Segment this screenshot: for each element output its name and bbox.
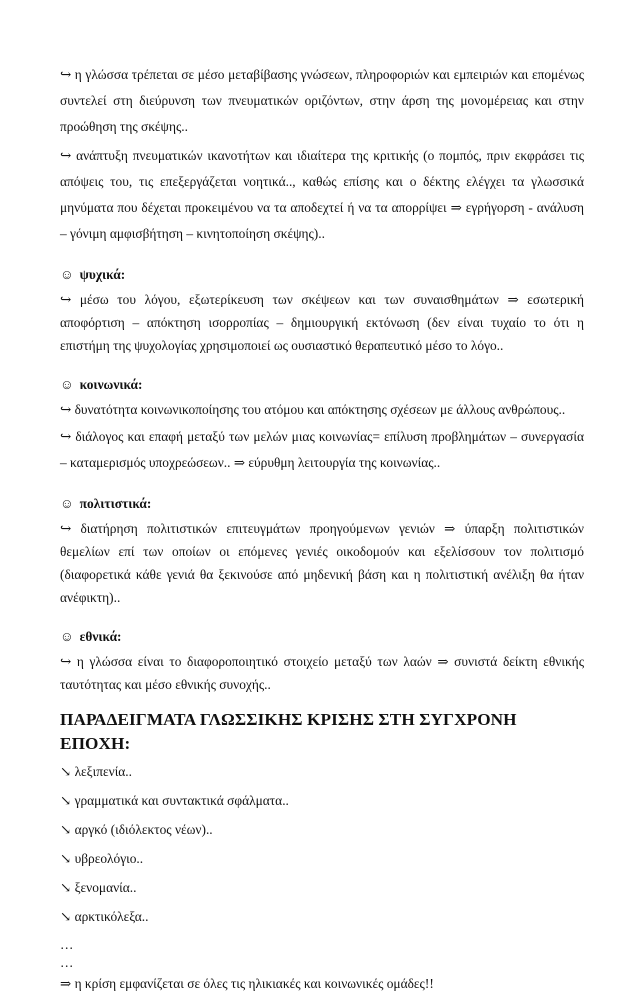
paragraph-mental-abilities: ↪ ανάπτυξη πνευματικών ικανοτήτων και ιδιαίτερα της κριτικής (ο πομπός, πριν εκφράσει τις απόψεις του, τις επεξεργάζεται νοητικά.., καθώς επίσης και ο δέκτης ελέγχει τα γλωσσικά μηνύματα που δέχεται προκειμένου να τα αποδεχτεί ή να τα απορρίψει ⇒ εγρήγορση - ανάλυση – γόνιμη αμφισβήτηση – κινητοποίηση σκέψης).. [60,148,584,241]
section-heading-label: εθνικά: [79,629,122,644]
paragraph-dialogue: ↪ διάλογος και επαφή μεταξύ των μελών μιας κοινωνίας= επίλυση προβλημάτων – συνεργασία – καταμερισμός υποχρεώσεων.. ⇒ εύρυθμη λειτουργία της κοινωνίας.. [60,429,584,470]
examples-list [60,762,584,927]
spacer [60,250,584,264]
list-item: ↘ ξενομανία.. [60,880,137,895]
list-item: ↘ γραμματικά και συντακτικά σφάλματα.. [60,793,289,808]
list-item: ↘ αργκό (ιδιόλεκτος νέων).. [60,822,213,837]
list-item: ↘ αρκτικόλεξα.. [60,909,149,924]
smiley-icon: ☺ [60,496,74,511]
smiley-icon: ☺ [60,377,74,392]
paragraph-cultural: ↪ διατήρηση πολιτιστικών επιτευγμάτων προηγούμενων γενιών ⇒ ύπαρξη πολιτιστικών θεμελίων επί των οποίων οι επόμενες γενιές οικοδομούν και εξελίσσουν τον πολιτισμό (διαφορετικά κάθε γενιά θα ξεκινούσε από μηδενική βάση και η πολιτιστική ανέλιξη θα ήταν ανέφικτη).. [60,521,584,605]
spacer [60,360,584,374]
smiley-icon: ☺ [60,267,74,282]
conclusion-line: ⇒ η κρίση εμφανίζεται σε όλες τις ηλικιακές και κοινωνικές ομάδες!! [60,976,434,991]
list-item: ↘ λεξιπενία.. [60,764,133,779]
paragraph-socialization: ↪ δυνατότητα κοινωνικοποίησης του ατόμου και απόκτησης σχέσεων με άλλους ανθρώπους.. [60,402,566,417]
paragraph-psychological: ↪ μέσω του λόγου, εξωτερίκευση των σκέψεων και των συναισθημάτων ⇒ εσωτερική αποφόρτιση – απόκτηση ισορροπίας – δημιουργική εκτόνωση (δεν είναι τυχαίο το ότι η επιστήμη της ψυχολογίας χρησιμοποιεί ως ουσιαστικό θεραπευτικό μέσο το λόγο.. [60,292,584,353]
section-heading-label: πολιτιστικά: [79,496,152,511]
spacer [60,479,584,493]
section-heading-cultural [60,493,584,515]
smiley-icon: ☺ [60,629,74,644]
ellipsis-line: … [60,955,74,970]
list-item: ↘ υβρεολόγιο.. [60,851,144,866]
spacer [60,612,584,626]
section-heading-psychological [60,264,584,286]
paragraph-knowledge-transfer: ↪ η γλώσσα τρέπεται σε μέσο μεταβίβασης γνώσεων, πληροφοριών και εμπειριών και επομένως συντελεί στη διεύρυνση των πνευματικών οριζόντων, στην άρση της μονομέρειας και στην προώθηση της σκέψης.. [60,67,584,134]
section-heading-national [60,626,584,648]
ellipsis-line: … [60,937,74,952]
section-heading-label: κοινωνικά: [79,377,143,392]
section-heading-social [60,374,584,396]
section-heading-label: ψυχικά: [79,267,126,282]
paragraph-national: ↪ η γλώσσα είναι το διαφοροποιητικό στοιχείο μεταξύ των λαών ⇒ συνιστά δείκτη εθνικής ταυτότητας και μέσο εθνικής συνοχής.. [60,654,584,692]
examples-title: ΠΑΡΑΔΕΙΓΜΑΤΑ ΓΛΩΣΣΙΚΗΣ ΚΡΙΣΗΣ ΣΤΗ ΣΥΓΧΡΟΝΗ ΕΠΟΧΗ: [60,710,517,753]
